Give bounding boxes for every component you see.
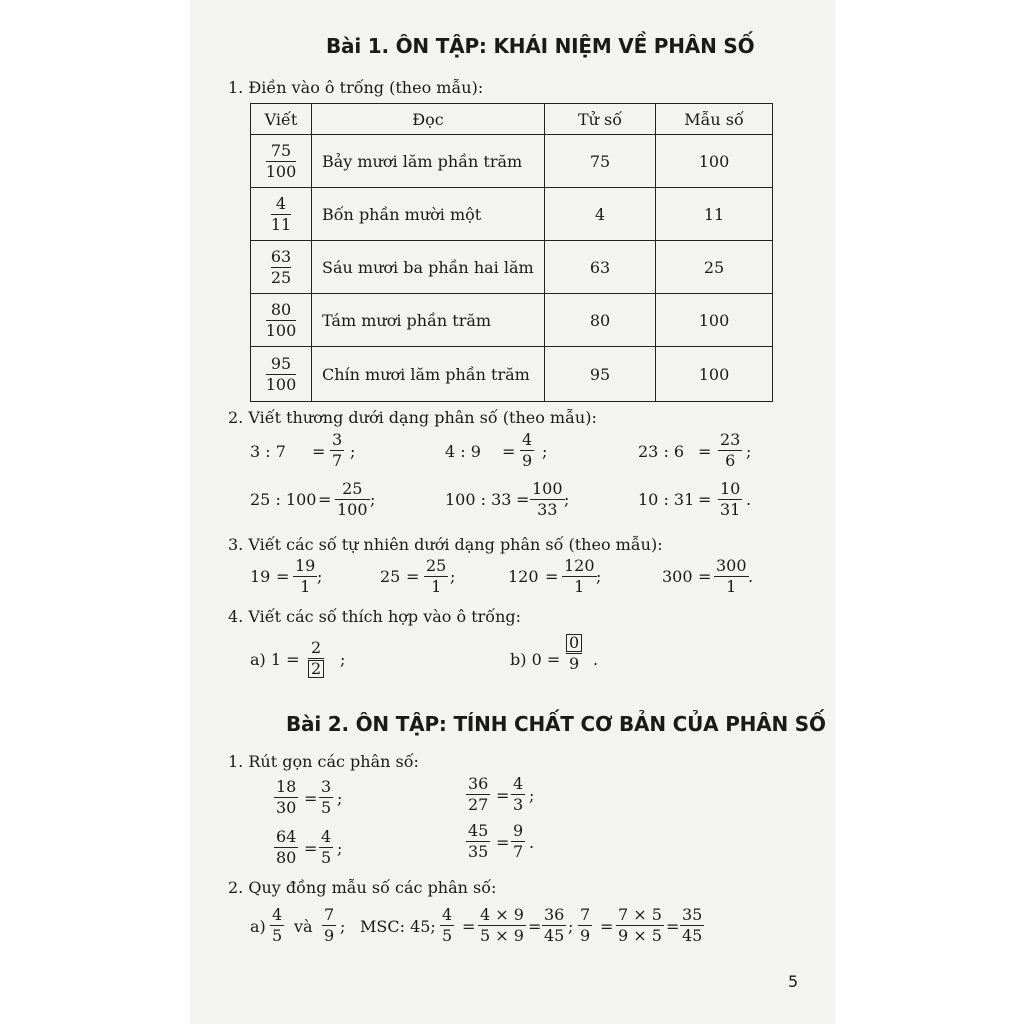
denominator: 9 (324, 926, 335, 945)
denominator: 5 (442, 926, 453, 945)
numerator: 25 (426, 556, 447, 575)
equals-sign: = (600, 917, 614, 936)
table-row (251, 188, 773, 241)
equals-sign: = (312, 442, 326, 461)
answer-box: 2 (308, 660, 324, 678)
numerator: 4 (513, 774, 524, 793)
fraction (511, 775, 525, 814)
denominator: 80 (276, 848, 297, 867)
division-expr: 4 : 9 (445, 442, 481, 461)
denominator: 5 × 9 (480, 926, 524, 945)
denominator: 100 (265, 375, 297, 394)
numerator: 64 (276, 827, 297, 846)
table-cell-denominator: 100 (656, 347, 773, 402)
division-expr: 100 : 33 (445, 490, 512, 509)
denominator: 100 (265, 321, 297, 340)
punctuation: ; (340, 917, 346, 936)
denominator: 5 (321, 848, 332, 867)
table-cell-read: Bốn phần mười một (312, 188, 545, 241)
denominator: 27 (468, 795, 489, 814)
denominator: 45 (544, 926, 565, 945)
table-cell-numerator: 75 (545, 135, 656, 188)
denominator: 5 (321, 798, 332, 817)
denominator: 1 (574, 577, 585, 596)
table-cell-numerator: 4 (545, 188, 656, 241)
equals-sign: = (698, 442, 712, 461)
fraction (578, 906, 592, 945)
fraction (530, 480, 565, 519)
fraction (616, 906, 664, 945)
fraction (274, 828, 298, 867)
punctuation: ; (337, 839, 343, 858)
punctuation: ; (596, 567, 602, 586)
fraction (562, 557, 597, 596)
punctuation: ; (337, 789, 343, 808)
lesson2-q2: 2. Quy đồng mẫu số các phân số: (228, 878, 497, 897)
numerator: 19 (295, 556, 316, 575)
table-cell-denominator: 100 (656, 294, 773, 347)
denominator: 1 (726, 577, 737, 596)
equals-sign: = (462, 917, 476, 936)
numerator: 45 (468, 821, 489, 840)
table-cell-fraction (251, 347, 312, 402)
numerator: 300 (716, 556, 747, 575)
fraction (424, 557, 448, 596)
denominator: 33 (537, 500, 558, 519)
table-cell-denominator: 11 (656, 188, 773, 241)
equals-sign: = (496, 833, 510, 852)
table-row (251, 294, 773, 347)
denominator: 35 (468, 842, 489, 861)
numerator: 80 (270, 300, 292, 319)
equals-sign: = (318, 490, 332, 509)
table-row (251, 241, 773, 294)
numerator: 7 (324, 905, 335, 924)
numerator: 120 (564, 556, 595, 575)
book-page (190, 0, 835, 1024)
numerator: 3 (321, 777, 332, 796)
numerator: 4 (522, 430, 533, 449)
punctuation: . (593, 650, 599, 669)
denominator: 6 (725, 451, 736, 470)
fraction (270, 906, 284, 945)
denominator: 7 (332, 451, 343, 470)
fraction (520, 431, 534, 470)
equals-sign: = (406, 567, 420, 586)
punctuation: ; (370, 490, 376, 509)
fraction (322, 906, 336, 945)
fraction (466, 822, 490, 861)
table-header: Viết (251, 104, 312, 135)
fraction (680, 906, 704, 945)
table-cell-fraction (251, 188, 312, 241)
numerator: 95 (270, 354, 292, 373)
conjunction: và (294, 917, 313, 936)
answer-box: 0 (566, 634, 582, 652)
table-cell-fraction (251, 135, 312, 188)
equals-sign: = (528, 917, 542, 936)
punctuation: ; (340, 650, 346, 669)
q4a-label: a) 1 = (250, 650, 300, 669)
table-cell-numerator: 95 (545, 347, 656, 402)
table-cell-read: Tám mươi phần trăm (312, 294, 545, 347)
equals-sign: = (502, 442, 516, 461)
fraction (330, 431, 344, 470)
numerator: 36 (468, 774, 489, 793)
table-row (251, 347, 773, 402)
punctuation: ; (350, 442, 356, 461)
q4b-label: b) 0 = (510, 650, 561, 669)
denominator: 100 (337, 500, 368, 519)
fraction (714, 557, 749, 596)
equals-sign: = (496, 786, 510, 805)
table-cell-fraction (251, 294, 312, 347)
table-header: Mẫu số (656, 104, 773, 135)
punctuation: . (746, 490, 752, 509)
fraction (511, 822, 525, 861)
denominator: 9 × 5 (618, 926, 662, 945)
table-cell-read: Bảy mươi lăm phần trăm (312, 135, 545, 188)
numerator: 10 (720, 479, 741, 498)
fraction (718, 480, 742, 519)
table-header-row (251, 104, 773, 135)
lesson1-title: Bài 1. ÔN TẬP: KHÁI NIỆM VỀ PHÂN SỐ (326, 34, 755, 58)
numerator: 2 (311, 638, 322, 657)
table-cell-denominator: 25 (656, 241, 773, 294)
numerator: 75 (270, 141, 292, 160)
numerator: 23 (720, 430, 741, 449)
fraction (274, 778, 298, 817)
natural-number: 120 (508, 567, 539, 586)
fraction (440, 906, 454, 945)
punctuation: . (529, 833, 535, 852)
denominator: 45 (682, 926, 703, 945)
denominator: 3 (513, 795, 524, 814)
numerator: 25 (342, 479, 363, 498)
punctuation: ; (568, 917, 574, 936)
fraction (319, 778, 333, 817)
numerator: 4 (272, 905, 283, 924)
denominator: 7 (513, 842, 524, 861)
punctuation: ; (450, 567, 456, 586)
lesson1-q4: 4. Viết các số thích hợp vào ô trống: (228, 607, 522, 626)
punctuation: ; (564, 490, 570, 509)
numerator: 3 (332, 430, 343, 449)
common-denominator: MSC: 45; (360, 917, 436, 936)
equals-sign: = (698, 567, 712, 586)
denominator: 9 (569, 654, 580, 673)
numerator: 4 (442, 905, 453, 924)
table-cell-fraction (251, 241, 312, 294)
equals-sign: = (304, 839, 318, 858)
denominator: 11 (270, 215, 292, 234)
division-expr: 25 : 100 (250, 490, 317, 509)
denominator: 30 (276, 798, 297, 817)
numerator: 100 (532, 479, 563, 498)
denominator: 31 (720, 500, 741, 519)
denominator: 9 (522, 451, 533, 470)
fraction-table (250, 103, 773, 402)
lesson2-title: Bài 2. ÔN TẬP: TÍNH CHẤT CƠ BẢN CỦA PHÂN SỐ (286, 712, 826, 736)
denominator: 100 (265, 162, 297, 181)
numerator: 36 (544, 905, 565, 924)
fraction (718, 431, 742, 470)
numerator: 4 (321, 827, 332, 846)
natural-number: 300 (662, 567, 693, 586)
fraction (478, 906, 526, 945)
denominator: 25 (270, 268, 292, 287)
equals-sign: = (666, 917, 680, 936)
division-expr: 10 : 31 (638, 490, 695, 509)
lesson1-q3: 3. Viết các số tự nhiên dưới dạng phân số (theo mẫu): (228, 535, 663, 554)
denominator: 1 (300, 577, 311, 596)
table-row (251, 135, 773, 188)
fraction-with-box (566, 634, 582, 673)
fraction (293, 557, 317, 596)
table-cell-read: Chín mươi lăm phần trăm (312, 347, 545, 402)
denominator: 1 (431, 577, 442, 596)
numerator: 4 × 9 (480, 905, 524, 924)
numerator: 35 (682, 905, 703, 924)
table-cell-read: Sáu mươi ba phần hai lăm (312, 241, 545, 294)
natural-number: 25 (380, 567, 401, 586)
fraction (319, 828, 333, 867)
fraction (335, 480, 370, 519)
table-cell-numerator: 63 (545, 241, 656, 294)
numerator: 7 × 5 (618, 905, 662, 924)
equals-sign: = (516, 490, 530, 509)
equals-sign: = (276, 567, 290, 586)
division-expr: 23 : 6 (638, 442, 685, 461)
equals-sign: = (698, 490, 712, 509)
table-header: Tử số (545, 104, 656, 135)
punctuation: ; (317, 567, 323, 586)
punctuation: ; (746, 442, 752, 461)
fraction (542, 906, 566, 945)
numerator: 7 (580, 905, 591, 924)
lesson2-q1: 1. Rút gọn các phân số: (228, 752, 419, 771)
table-cell-numerator: 80 (545, 294, 656, 347)
denominator: 9 (580, 926, 591, 945)
equals-sign: = (545, 567, 559, 586)
punctuation: ; (542, 442, 548, 461)
division-expr: 3 : 7 (250, 442, 286, 461)
equals-sign: = (304, 789, 318, 808)
punctuation: . (748, 567, 754, 586)
denominator: 5 (272, 926, 283, 945)
punctuation: ; (529, 786, 535, 805)
lesson1-q2: 2. Viết thương dưới dạng phân số (theo mẫu): (228, 408, 597, 427)
table-header: Đọc (312, 104, 545, 135)
fraction-with-box (308, 639, 324, 678)
q2a-label: a) (250, 917, 266, 936)
natural-number: 19 (250, 567, 271, 586)
table-cell-denominator: 100 (656, 135, 773, 188)
numerator: 4 (275, 194, 287, 213)
numerator: 18 (276, 777, 297, 796)
fraction (466, 775, 490, 814)
page-number: 5 (788, 972, 799, 991)
numerator: 63 (270, 247, 292, 266)
lesson1-q1: 1. Điền vào ô trống (theo mẫu): (228, 78, 484, 97)
numerator: 9 (513, 821, 524, 840)
